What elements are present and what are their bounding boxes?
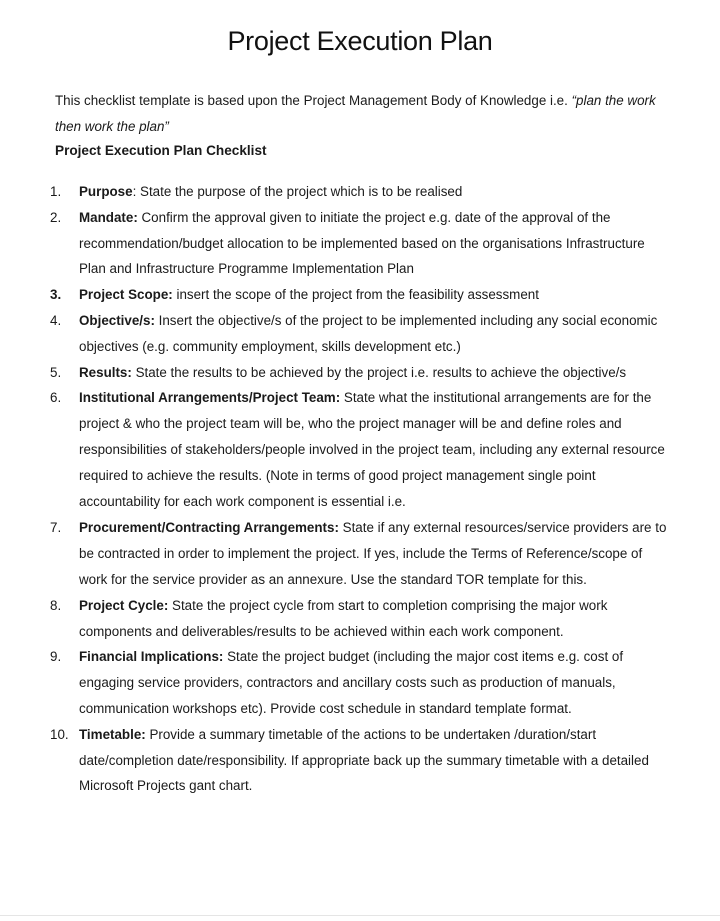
item-number: 2.: [50, 209, 62, 225]
item-body: [79, 360, 670, 386]
item-body: [79, 205, 670, 282]
item-body: [79, 644, 670, 721]
item-text: State what the institutional arrangements are for the project & who the project team will be, who the project manager will be and define roles and responsibilities of stakeholders/people involved in the project team, including any external resource required to achieve the results. (Note in terms of good project management single point accountability for each work component is essential i.e.: [79, 390, 665, 509]
item-body: [79, 179, 670, 205]
item-number: 10.: [50, 726, 69, 742]
item-text: State the project cycle from start to completion comprising the major work components and deliverables/results to be achieved within each work component.: [79, 597, 608, 639]
item-body: [79, 722, 670, 799]
item-number: 5.: [50, 364, 62, 380]
item-lead: Purpose: [79, 184, 133, 199]
item-body: [79, 308, 670, 360]
checklist: [50, 179, 670, 799]
item-lead: Financial Implications:: [79, 649, 224, 665]
list-item: [50, 179, 670, 205]
list-item: [50, 308, 670, 360]
item-lead: Results:: [79, 364, 132, 380]
item-body: [79, 593, 670, 645]
item-text: Insert the objective/s of the project to be implemented including any social economic objectives (e.g. community employment, skills development etc.): [79, 312, 658, 354]
item-number: 9.: [50, 649, 62, 665]
item-lead: Project Scope:: [79, 287, 173, 303]
page-bottom-divider: [0, 915, 720, 916]
list-item: [50, 722, 670, 799]
item-number: 3.: [50, 287, 62, 303]
item-text: insert the scope of the project from the feasibility assessment: [172, 287, 539, 303]
list-item: [50, 282, 670, 308]
item-number: 4.: [50, 312, 62, 328]
item-lead: Procurement/Contracting Arrangements:: [79, 520, 339, 536]
item-number: 6.: [50, 390, 62, 406]
item-lead: Project Cycle:: [79, 597, 169, 613]
item-lead: Mandate:: [79, 209, 138, 225]
item-text: State if any external resources/service providers are to be contracted in order to implement the project. If yes, include the Terms of Reference/scope of work for the service provider as an annexure. Use the standard TOR template for this.: [79, 520, 667, 587]
item-body: [79, 515, 670, 592]
list-item: [50, 360, 670, 386]
list-item: [50, 205, 670, 282]
item-body: [79, 282, 670, 308]
item-text: Provide a summary timetable of the actions to be undertaken /duration/start date/completion date/responsibility. If appropriate back up the summary timetable with a detailed Microsoft Projects gant chart.: [79, 726, 649, 794]
intro-text: This checklist template is based upon the Project Management Body of Knowledge i.e.: [55, 93, 572, 108]
item-lead: Timetable:: [79, 726, 146, 742]
item-text: State the project budget (including the major cost items e.g. cost of engaging service providers, contractors and ancillary costs such as production of manuals, communication workshops etc). Provide cost schedule in standard template format.: [79, 649, 624, 716]
item-text: Confirm the approval given to initiate the project e.g. date of the approval of the recommendation/budget allocation to be implemented based on the organisations Infrastructure Plan and Infrastructure Programme Implementation Plan: [79, 209, 645, 277]
page-title: Project Execution Plan: [227, 26, 493, 56]
list-item: [50, 515, 670, 592]
list-item: [50, 644, 670, 721]
item-number: 8.: [50, 597, 62, 613]
list-item: [50, 593, 670, 645]
item-body: [79, 385, 670, 514]
item-text: State the results to be achieved by the project i.e. results to achieve the objective/s: [131, 364, 627, 380]
item-lead: Institutional Arrangements/Project Team:: [79, 390, 341, 406]
item-number: 1.: [50, 184, 62, 199]
list-item: [50, 385, 670, 514]
item-text: : State the purpose of the project which is to be realised: [132, 184, 463, 199]
intro-quote: “plan the work then work the plan”: [55, 93, 656, 134]
item-lead: Objective/s:: [79, 312, 155, 328]
item-number: 7.: [50, 520, 62, 536]
checklist-heading: Project Execution Plan Checklist: [55, 143, 267, 158]
intro-paragraph: [55, 88, 665, 140]
